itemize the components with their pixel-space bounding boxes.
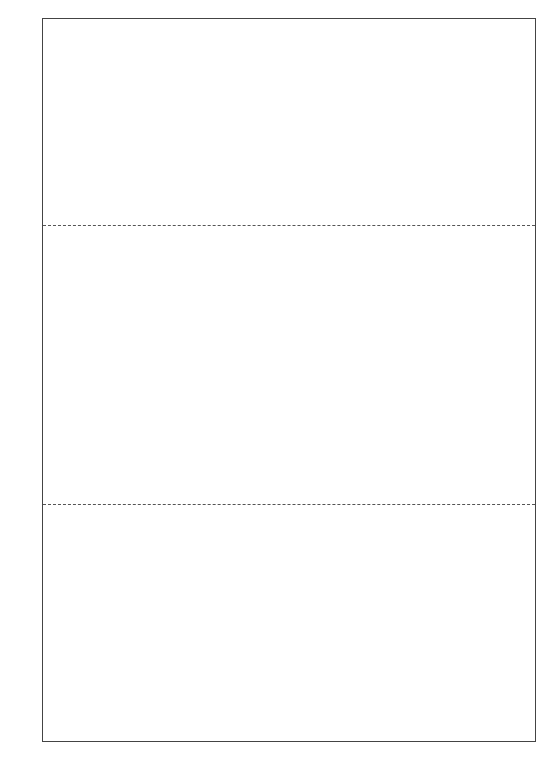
section-divider bbox=[43, 225, 535, 226]
section-top-poems bbox=[49, 29, 529, 217]
section-middle-poems bbox=[49, 235, 529, 497]
section-divider bbox=[43, 504, 535, 505]
section-bottom-poems bbox=[49, 514, 529, 732]
page-frame bbox=[42, 18, 536, 742]
